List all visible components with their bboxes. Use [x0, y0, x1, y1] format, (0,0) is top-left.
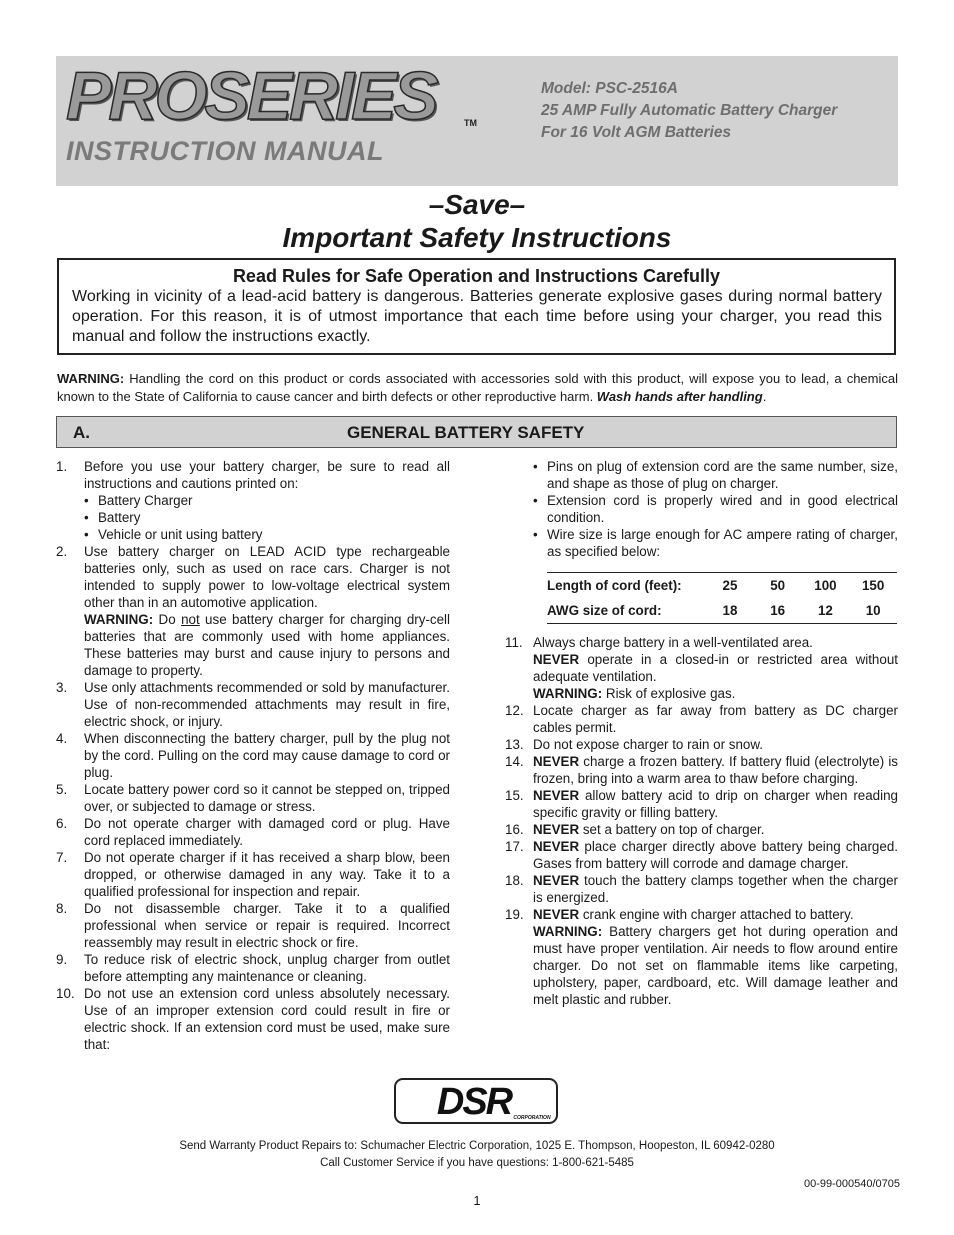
item-warning: [84, 611, 450, 679]
item-number: 11.: [505, 635, 523, 650]
item-number: 18.: [505, 873, 524, 888]
never-label: NEVER: [533, 822, 580, 837]
document-number: 00-99-000540/0705: [803, 1178, 900, 1190]
header-band: [56, 56, 898, 186]
description-line-2: For 16 Volt AGM Batteries: [541, 124, 732, 141]
save-title-line-1: –Save–: [428, 189, 526, 220]
cord-length-label: Length of cord (feet):: [547, 578, 682, 593]
item-number: 6.: [56, 816, 68, 831]
rules-heading: Read Rules for Safe Operation and Instructions Carefully: [232, 266, 721, 286]
item-text: Use only attachments recommended or sold by manufacturer. Use of non-recommended attachments may result in fire, electric shock, or injury.: [84, 680, 450, 729]
table-cell: 10: [865, 603, 881, 618]
item-never: [533, 651, 898, 685]
never-label: NEVER: [533, 754, 580, 769]
section-title: GENERAL BATTERY SAFETY: [347, 423, 585, 442]
list-item: [56, 951, 450, 985]
list-item: [505, 702, 898, 736]
list-item: [505, 634, 898, 702]
table-cell: 100: [814, 578, 837, 593]
never-label: NEVER: [533, 873, 580, 888]
item-text: When disconnecting the battery charger, pull by the plug not by the cord. Pulling on the cord may cause damage to cord or plug.: [84, 731, 450, 780]
item-number: 1.: [56, 459, 68, 474]
item-text: Always charge battery in a well-ventilated area.: [533, 635, 813, 650]
list-item: [505, 821, 898, 838]
item-text: crank engine with charger attached to battery.: [579, 907, 854, 922]
sub-bullet: • Vehicle or unit using battery: [84, 526, 450, 543]
warning-text: use battery charger for charging dry-cell batteries that are commonly used with home appliances. These batteries may burst and cause injury to persons and damage to property.: [84, 612, 450, 678]
manual-title: INSTRUCTION MANUAL: [66, 136, 384, 166]
table-cell: 25: [722, 578, 738, 593]
rules-box: [57, 258, 896, 355]
item-text: Before you use your battery charger, be sure to read all instructions and cautions printed on:: [84, 459, 450, 491]
list-item: [505, 838, 898, 872]
description-line-1: 25 AMP Fully Automatic Battery Charger: [541, 102, 838, 119]
warning-do: Do: [153, 612, 182, 627]
sub-bullet: • Battery: [84, 509, 450, 526]
never-label: NEVER: [533, 788, 580, 803]
warning-text: Handling the cord on this product or cords associated with accessories sold with this product, will expose you to lead, a chemical known to the State of California to cause cancer and birth defects or other reproductive harm.: [57, 371, 898, 404]
item-number: 17.: [505, 839, 524, 854]
item-number: 7.: [56, 850, 68, 865]
list-item: [56, 679, 450, 730]
warranty-address: Send Warranty Product Repairs to: Schumacher Electric Corporation, 1025 E. Thompson, Hoopeston, IL 60942-0280: [179, 1140, 775, 1152]
item-text: allow battery acid to drip on charger when reading specific gravity or filling battery.: [533, 788, 898, 820]
dsr-logo-text: DSR: [436, 1081, 512, 1123]
item-text: Do not operate charger if it has received a sharp blow, been dropped, or otherwise damaged in any way. Take it to a qualified professional for inspection and repair.: [84, 850, 450, 899]
item-number: 5.: [56, 782, 68, 797]
warning-label: WARNING:: [84, 612, 154, 627]
item-number: 2.: [56, 544, 68, 559]
warning-text: Risk of explosive gas.: [602, 686, 736, 701]
list-item: [56, 543, 450, 679]
item-number: 9.: [56, 952, 68, 967]
list-item: [56, 730, 450, 781]
footer: [0, 1138, 954, 1172]
save-title-line-2: Important Safety Instructions: [282, 222, 672, 253]
item-text: Do not expose charger to rain or snow.: [533, 737, 764, 752]
list-item: [56, 849, 450, 900]
item-text: charge a frozen battery. If battery fluid (electrolyte) is frozen, bring into a warm area to thaw before charging.: [533, 754, 898, 786]
item-text: Locate charger as far away from battery as DC charger cables permit.: [533, 703, 898, 735]
extension-cord-bullet: • Wire size is large enough for AC ampere rating of charger, as specified below:: [533, 526, 898, 560]
customer-service: Call Customer Service if you have questions: 1-800-621-5485: [320, 1157, 634, 1169]
item-text: Do not use an extension cord unless absolutely necessary. Use of an improper extension cord could result in fire or electric shock. If an extension cord must be used, make sure that:: [84, 986, 450, 1052]
never-label: NEVER: [533, 652, 580, 667]
extension-cord-bullet: • Extension cord is properly wired and in good electrical condition.: [533, 492, 898, 526]
item-text: touch the battery clamps together when the charger is energized.: [533, 873, 898, 905]
cord-size-table: [547, 572, 897, 624]
item-text: To reduce risk of electric shock, unplug charger from outlet before attempting any maintenance or cleaning.: [84, 952, 450, 984]
list-item: [56, 781, 450, 815]
save-title: [0, 188, 954, 254]
list-item: [505, 872, 898, 906]
item-warning: [533, 685, 898, 702]
list-item: [505, 753, 898, 787]
list-item: [56, 815, 450, 849]
list-item: [505, 736, 898, 753]
warning-end: .: [762, 389, 767, 404]
rules-body: Working in vicinity of a lead-acid battery is dangerous. Batteries generate explosive gases during normal battery operation. For this reason, it is of utmost importance that each time before using your charger, you read this manual and follow the instructions exactly.: [72, 288, 882, 345]
section-letter: A.: [73, 423, 90, 442]
item-number: 4.: [56, 731, 68, 746]
table-cell: 16: [770, 603, 786, 618]
right-column: [505, 458, 898, 1008]
awg-size-label: AWG size of cord:: [547, 603, 662, 618]
warning-label: WARNING:: [533, 686, 603, 701]
warning-emphasis: Wash hands after handling: [596, 389, 763, 404]
never-text: operate in a closed-in or restricted area without adequate ventilation.: [533, 652, 898, 684]
item-number: 13.: [505, 737, 524, 752]
item-text: Do not operate charger with damaged cord or plug. Have cord replaced immediately.: [84, 816, 450, 848]
table-row: [547, 573, 897, 598]
item-number: 12.: [505, 703, 524, 718]
item-number: 14.: [505, 754, 524, 769]
section-header: [56, 416, 897, 448]
list-item: [56, 900, 450, 951]
sub-bullet: • Battery Charger: [84, 492, 450, 509]
item-text: place charger directly above battery being charged. Gases from battery will corrode and damage charger.: [533, 839, 898, 871]
list-item: [56, 458, 450, 543]
left-column: [56, 458, 450, 1053]
list-item: [505, 906, 898, 1008]
item-text: Do not disassemble charger. Take it to a qualified professional when service or repair is required. Incorrect reassembly may result in electric shock or fire.: [84, 901, 450, 950]
list-item: [505, 787, 898, 821]
never-label: NEVER: [533, 839, 580, 854]
item-text: set a battery on top of charger.: [579, 822, 765, 837]
table-cell: 18: [722, 603, 738, 618]
list-item: [56, 985, 450, 1053]
model-line: Model: PSC-2516A: [541, 80, 678, 97]
table-cell: 150: [861, 578, 885, 593]
item-number: 16.: [505, 822, 524, 837]
model-block: [541, 78, 837, 144]
table-row: [547, 598, 897, 623]
page-number: 1: [473, 1193, 481, 1208]
dsr-logo-subtext: CORPORATION: [513, 1115, 551, 1121]
item-number: 19.: [505, 907, 524, 922]
table-cell: 12: [817, 603, 833, 618]
item-number: 3.: [56, 680, 68, 695]
warning-label: WARNING:: [533, 924, 603, 939]
proseries-logo: PROSERIES: [66, 58, 436, 134]
warning-not: not: [181, 612, 200, 627]
table-cell: 50: [770, 578, 786, 593]
item-number: 8.: [56, 901, 68, 916]
never-label: NEVER: [533, 907, 580, 922]
item-text: Use battery charger on LEAD ACID type rechargeable batteries only, such as used on race cars. Charger is not intended to supply power to low-voltage electrical system other than in an automotive application.: [84, 544, 450, 610]
extension-cord-bullet: • Pins on plug of extension cord are the same number, size, and shape as those of plug on charger.: [533, 458, 898, 492]
trademark-mark: TM: [464, 118, 477, 128]
warning-label: WARNING:: [57, 371, 125, 386]
warning-text: Battery chargers get hot during operation and must have proper ventilation. Air needs to flow around entire charger. Do not set on flammable items like carpeting, upholstery, paper, cardboard, etc. Will damage leather and melt plastic and rubber.: [533, 924, 898, 1007]
california-warning: [57, 370, 898, 406]
item-number: 10.: [56, 986, 75, 1001]
item-warning: [533, 923, 898, 1008]
item-text: Locate battery power cord so it cannot be stepped on, tripped over, or subjected to damage or stress.: [84, 782, 450, 814]
dsr-logo: [394, 1078, 558, 1124]
item-number: 15.: [505, 788, 524, 803]
